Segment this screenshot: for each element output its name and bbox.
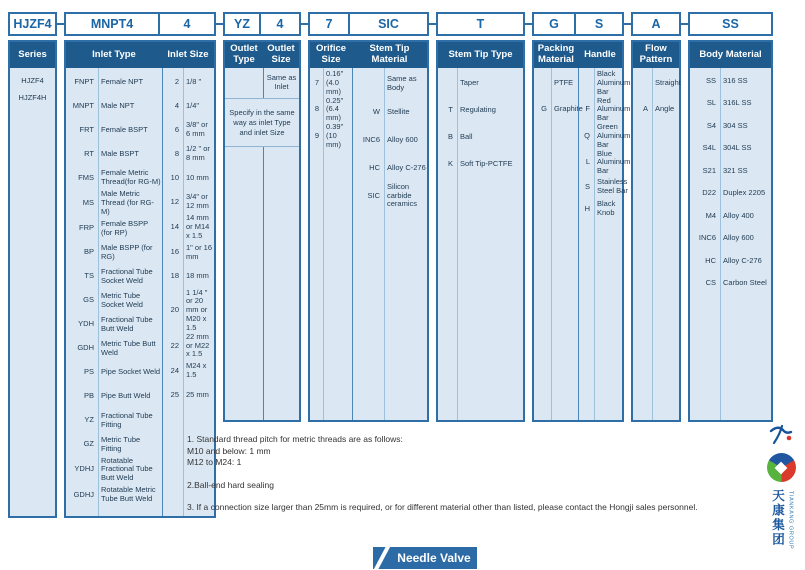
option-code: 25 — [170, 389, 179, 399]
option-code: HC — [369, 162, 380, 172]
option-columns — [534, 68, 631, 420]
option-row — [690, 115, 771, 138]
spec-panel — [436, 12, 525, 422]
model-code: 4 — [259, 12, 301, 36]
option-label: Alloy 400 — [723, 210, 754, 220]
option-row — [310, 70, 352, 97]
option-label: Alloy C-276 — [387, 162, 426, 172]
badge-slash-icon — [373, 547, 391, 569]
option-code: S21 — [702, 165, 716, 175]
panel-header — [225, 42, 299, 68]
footnote-line: 2.Ball-end hard sealing — [187, 479, 274, 490]
model-code: G — [532, 12, 576, 36]
option-row — [310, 97, 352, 124]
option-code: FNPT — [74, 76, 94, 86]
option-row — [66, 94, 162, 118]
option-label: 304L SS — [723, 143, 752, 153]
option-row — [353, 154, 427, 182]
option-label: Alloy 600 — [723, 233, 754, 243]
option-row — [66, 190, 162, 217]
column-header: Stem Tip Material — [369, 43, 410, 65]
option-rows — [690, 68, 771, 295]
option-code: S — [584, 181, 590, 191]
option-row — [66, 483, 162, 507]
option-row — [163, 142, 214, 166]
option-row — [310, 123, 352, 150]
option-row — [163, 289, 214, 333]
option-row — [163, 383, 214, 407]
option-row — [66, 433, 162, 457]
option-label: Green Aluminum Bar — [597, 122, 631, 149]
option-label: 10 mm — [186, 172, 209, 182]
option-row — [579, 123, 631, 150]
option-column — [438, 68, 523, 420]
option-row — [66, 409, 162, 433]
option-rows — [10, 68, 55, 107]
option-row — [690, 70, 771, 93]
option-label: Silicon carbide ceramics — [387, 181, 418, 209]
footnote — [176, 434, 776, 469]
panel-frame — [8, 40, 57, 518]
option-code: GZ — [83, 439, 94, 449]
option-label: 3/4" or 12 mm — [186, 192, 209, 210]
model-code-row — [631, 12, 681, 36]
option-label: Taper — [460, 78, 479, 88]
option-code: SL — [706, 98, 716, 108]
panel-body — [438, 68, 523, 420]
panel-body — [310, 68, 427, 420]
option-code: 4 — [174, 100, 179, 110]
option-column — [578, 68, 631, 420]
option-code: 14 — [170, 221, 179, 231]
option-row — [66, 313, 162, 337]
option-code: 22 — [170, 340, 179, 350]
footnote — [176, 502, 776, 514]
footnote-line: M10 and below: 1 mm — [187, 445, 271, 456]
option-label: Alloy C-276 — [723, 255, 762, 265]
model-code-row — [223, 12, 301, 36]
option-row — [690, 183, 771, 206]
option-code: INC6 — [362, 134, 380, 144]
column-header: Inlet Size — [167, 48, 209, 60]
panel-header — [10, 42, 55, 68]
option-row — [66, 142, 162, 166]
panel-header — [633, 42, 679, 68]
option-code: 24 — [170, 365, 179, 375]
option-code: INC6 — [698, 233, 716, 243]
panel-body — [225, 68, 299, 420]
option-row — [633, 70, 682, 96]
option-code: W — [372, 106, 380, 116]
option-label: 22 mm or M22 x 1.5 — [186, 331, 210, 359]
option-label: 1 1/4 " or 20 mm or M20 x 1.5 — [186, 287, 208, 332]
option-row — [163, 166, 214, 190]
option-row — [438, 124, 523, 151]
option-rows — [310, 68, 352, 150]
option-label: Straight — [655, 77, 681, 87]
column-header: Outlet Type — [230, 43, 258, 65]
option-row — [163, 333, 214, 360]
model-code-row — [688, 12, 773, 36]
option-label: Fractional Tube Fitting — [101, 410, 153, 429]
option-code: L — [585, 157, 590, 167]
option-code: CS — [705, 278, 716, 288]
option-column — [310, 68, 352, 420]
needle-valve-badge — [373, 547, 477, 569]
option-row — [690, 273, 771, 296]
column-header: Outlet Size — [267, 43, 295, 65]
spec-panel — [223, 12, 301, 422]
panel-header — [66, 42, 214, 68]
option-code: Q — [584, 130, 590, 140]
option-row — [438, 97, 523, 124]
option-label: 321 SS — [723, 165, 748, 175]
spec-panel — [532, 12, 631, 422]
option-label: Fractional Tube Butt Weld — [101, 314, 153, 333]
panel-header — [690, 42, 771, 68]
option-label: Male NPT — [101, 100, 135, 110]
option-code: YDH — [78, 319, 94, 329]
option-row — [579, 97, 631, 124]
footnote-line: 3. If a connection size larger than 25mm is required, or for different material other than listed, please contact the Hongji sales personnel. — [187, 502, 698, 512]
option-code: TS — [84, 271, 94, 281]
option-label: 1" or 16 mm — [186, 242, 213, 261]
model-code: T — [436, 12, 525, 36]
option-row — [163, 359, 214, 383]
option-code: MNPT — [72, 100, 94, 110]
option-row — [579, 70, 631, 97]
panel-frame — [688, 40, 773, 422]
option-row — [353, 126, 427, 154]
model-code-row — [532, 12, 624, 36]
option-rows — [264, 68, 299, 98]
footnotes — [176, 434, 776, 525]
panel-frame — [308, 40, 429, 422]
option-column — [352, 68, 427, 420]
option-label: Female Metric Thread(for RG-M) — [101, 168, 161, 186]
model-code: SS — [688, 12, 773, 36]
option-row — [353, 98, 427, 126]
model-code-row — [64, 12, 216, 36]
option-row — [534, 96, 583, 122]
brand-name — [769, 489, 794, 549]
panel-body — [10, 68, 55, 516]
brand-logo — [760, 424, 802, 549]
option-label: Carbon Steel — [723, 278, 767, 288]
option-row — [534, 70, 578, 96]
option-code: PS — [83, 367, 94, 377]
option-rows — [534, 68, 583, 122]
option-code: 6 — [174, 124, 179, 134]
column-header: Orifice Size — [315, 43, 347, 65]
option-label: Black Knob — [597, 199, 616, 218]
option-label: Soft Tip-PCTFE — [460, 159, 513, 169]
model-code: HJZF4 — [8, 12, 57, 36]
option-label: Pipe Butt Weld — [101, 391, 151, 401]
option-row — [163, 265, 214, 289]
option-row — [163, 214, 214, 241]
option-row — [690, 228, 771, 251]
panel-frame — [631, 40, 681, 422]
model-code: MNPT4 — [64, 12, 160, 36]
spec-panel — [688, 12, 773, 422]
model-code-row — [8, 12, 57, 36]
option-rows — [579, 68, 631, 220]
option-label: Same as Body — [387, 74, 417, 92]
panel-header — [310, 42, 427, 68]
model-code-row — [436, 12, 525, 36]
option-code: 2 — [174, 76, 179, 86]
panel-header — [438, 42, 523, 68]
option-row — [163, 241, 214, 265]
option-row — [163, 190, 214, 214]
option-label: Male Metric Thread (for RG-M) — [101, 189, 154, 216]
option-code: HC — [705, 255, 716, 265]
option-code: S4 — [706, 120, 716, 130]
option-row — [66, 265, 162, 289]
option-label: Duplex 2205 — [723, 188, 766, 198]
option-label: 316 SS — [723, 75, 748, 85]
option-columns — [438, 68, 523, 420]
option-column — [690, 68, 771, 420]
option-code: 8 — [174, 148, 179, 158]
panel-header — [534, 42, 622, 68]
option-row — [690, 138, 771, 161]
footnote — [176, 480, 776, 492]
spec-panel — [308, 12, 429, 422]
option-label: Fractional Tube Socket Weld — [101, 266, 153, 285]
option-code: K — [447, 159, 453, 169]
option-row — [66, 217, 162, 241]
option-code: FRT — [79, 124, 94, 134]
option-code: A — [642, 103, 648, 113]
footnote-line: 1. Standard thread pitch for metric threads are as follows: — [187, 434, 403, 444]
column-header: Handle — [584, 48, 616, 60]
option-label: Black Aluminum Bar — [597, 69, 631, 96]
option-code: YDHJ — [74, 464, 94, 474]
option-row — [163, 118, 214, 142]
option-label: 304 SS — [723, 120, 748, 130]
panel-frame — [532, 40, 631, 422]
option-row — [690, 205, 771, 228]
option-label: Rotatable Metric Tube Butt Weld — [101, 485, 156, 504]
option-row — [353, 70, 427, 98]
option-code: FRP — [79, 223, 94, 233]
option-label: 0.25" (6.4 mm) — [326, 95, 344, 123]
option-row — [633, 96, 682, 122]
footnote-line: M12 to M24: 1 — [187, 457, 242, 467]
option-code: MS — [82, 197, 94, 207]
option-row — [66, 118, 162, 142]
option-code: S4L — [702, 143, 716, 153]
option-label: 1/2 " or 8 mm — [186, 144, 210, 162]
panel-frame — [223, 40, 301, 422]
column-header: Flow Pattern — [639, 43, 673, 65]
option-column — [10, 68, 55, 516]
column-header: Series — [18, 48, 47, 60]
option-code: F — [585, 104, 590, 114]
column-header: Body Material — [699, 48, 762, 60]
option-row — [264, 68, 299, 98]
outlet-note: Specify in the same way as inlet Type and inlet Size — [225, 98, 299, 147]
option-label: Regulating — [460, 105, 496, 115]
panel-frame — [436, 40, 525, 422]
option-code: 7 — [314, 77, 319, 87]
option-label: Male BSPP (for RG) — [101, 242, 153, 261]
spec-panel — [8, 12, 57, 518]
option-code: YZ — [84, 415, 94, 425]
option-code: 8 — [314, 104, 319, 114]
column-header: Stem Tip Type — [448, 48, 513, 60]
option-rows — [438, 68, 523, 178]
option-label: PTFE — [554, 77, 574, 87]
brand-bird-icon — [768, 424, 794, 446]
panel-body — [633, 68, 679, 420]
model-code: YZ — [223, 12, 261, 36]
column-header: Inlet Type — [92, 48, 136, 60]
option-code: 18 — [170, 271, 179, 281]
option-code: D22 — [702, 188, 716, 198]
option-label: Female BSPP (for RP) — [101, 218, 148, 237]
option-code: M4 — [705, 210, 716, 220]
option-row — [438, 151, 523, 178]
option-label: Metric Tube Socket Weld — [101, 290, 143, 309]
brand-emblem-icon — [767, 453, 796, 482]
option-columns — [633, 68, 679, 420]
option-label: Metric Tube Fitting — [101, 434, 141, 453]
option-code: GS — [83, 295, 94, 305]
spec-panel — [631, 12, 681, 422]
option-row — [66, 70, 162, 94]
option-label: 1/4" — [186, 100, 200, 110]
model-code: A — [631, 12, 681, 36]
model-code: 4 — [158, 12, 216, 36]
option-row — [579, 150, 631, 177]
panel-body — [534, 68, 631, 420]
option-code: 12 — [170, 196, 179, 206]
column-header: Packing Material — [537, 43, 575, 65]
option-code: T — [448, 105, 453, 115]
option-label: Female NPT — [101, 76, 144, 86]
option-label: Rotatable Fractional Tube Butt Weld — [101, 455, 153, 483]
option-row — [690, 93, 771, 116]
option-row — [66, 385, 162, 409]
option-row — [66, 457, 162, 484]
option-row — [10, 90, 55, 107]
option-row — [66, 361, 162, 385]
option-code: SS — [705, 75, 716, 85]
option-rows — [633, 68, 682, 122]
option-columns — [310, 68, 427, 420]
option-row — [690, 250, 771, 273]
option-row — [66, 337, 162, 361]
option-label: 1/8 " — [186, 76, 202, 86]
option-label: Red Aluminum Bar — [597, 95, 631, 123]
badge-label: Needle Valve — [397, 551, 471, 565]
option-code: G — [541, 103, 547, 113]
option-code: PB — [83, 391, 94, 401]
option-label: Same as Inlet — [266, 73, 297, 91]
option-code: RT — [84, 148, 94, 158]
option-label: 3/8" or 6 mm — [186, 120, 208, 138]
option-code: 10 — [170, 172, 179, 182]
option-label: Pipe Socket Weld — [101, 367, 161, 377]
panel-body — [690, 68, 771, 420]
option-label: M24 x 1.5 — [186, 361, 207, 380]
option-row — [438, 70, 523, 97]
option-label: Stellite — [387, 106, 410, 116]
option-rows — [163, 68, 214, 407]
option-row — [579, 176, 631, 198]
option-code: B — [447, 132, 453, 142]
option-column — [66, 68, 162, 516]
model-code: SIC — [348, 12, 429, 36]
option-code: GDH — [77, 343, 94, 353]
option-label: HJZF4 — [21, 76, 44, 86]
option-label: Female BSPT — [101, 124, 148, 134]
model-code-row — [308, 12, 429, 36]
option-label: Male BSPT — [101, 148, 139, 158]
option-code: 16 — [170, 247, 179, 257]
model-code: 7 — [308, 12, 350, 36]
option-label: Stainless Steel Bar — [597, 177, 628, 196]
option-label: 0.39" (10 mm) — [326, 122, 344, 149]
option-column — [633, 68, 682, 420]
option-label: Metric Tube Butt Weld — [101, 338, 156, 357]
option-row — [163, 94, 214, 118]
option-rows — [353, 68, 427, 210]
option-columns — [10, 68, 55, 516]
option-code: BP — [83, 247, 94, 257]
option-label: 14 mm or M14 x 1.5 — [186, 213, 210, 240]
option-label: HJZF4H — [18, 93, 47, 103]
brand-name-english: TIANKANG GROUP — [787, 491, 794, 550]
option-column — [534, 68, 583, 420]
option-row — [163, 70, 214, 94]
option-row — [10, 73, 55, 90]
option-label: Blue Aluminum Bar — [597, 148, 631, 176]
option-label: Alloy 600 — [387, 134, 418, 144]
option-row — [66, 289, 162, 313]
option-code: 20 — [170, 305, 179, 315]
option-code: 9 — [314, 130, 319, 140]
option-label: 18 mm — [186, 271, 209, 281]
option-code: H — [584, 203, 590, 213]
option-row — [66, 166, 162, 190]
option-row — [579, 198, 631, 220]
option-rows — [66, 68, 162, 507]
option-label: Angle — [655, 103, 675, 113]
option-columns — [690, 68, 771, 420]
option-label: Graphite — [554, 103, 583, 113]
option-code: FMS — [78, 172, 94, 182]
brand-name-chinese: 天康集团 — [770, 489, 785, 547]
option-label: 25 mm — [186, 389, 209, 399]
option-row — [690, 160, 771, 183]
option-code: SIC — [367, 190, 380, 200]
option-row — [66, 241, 162, 265]
option-label: 0.16" (4.0 mm) — [326, 69, 344, 96]
option-row — [353, 182, 427, 210]
option-label: 316L SS — [723, 98, 752, 108]
option-code: GDHJ — [73, 489, 94, 499]
option-label: Ball — [460, 132, 473, 142]
model-code: S — [574, 12, 624, 36]
